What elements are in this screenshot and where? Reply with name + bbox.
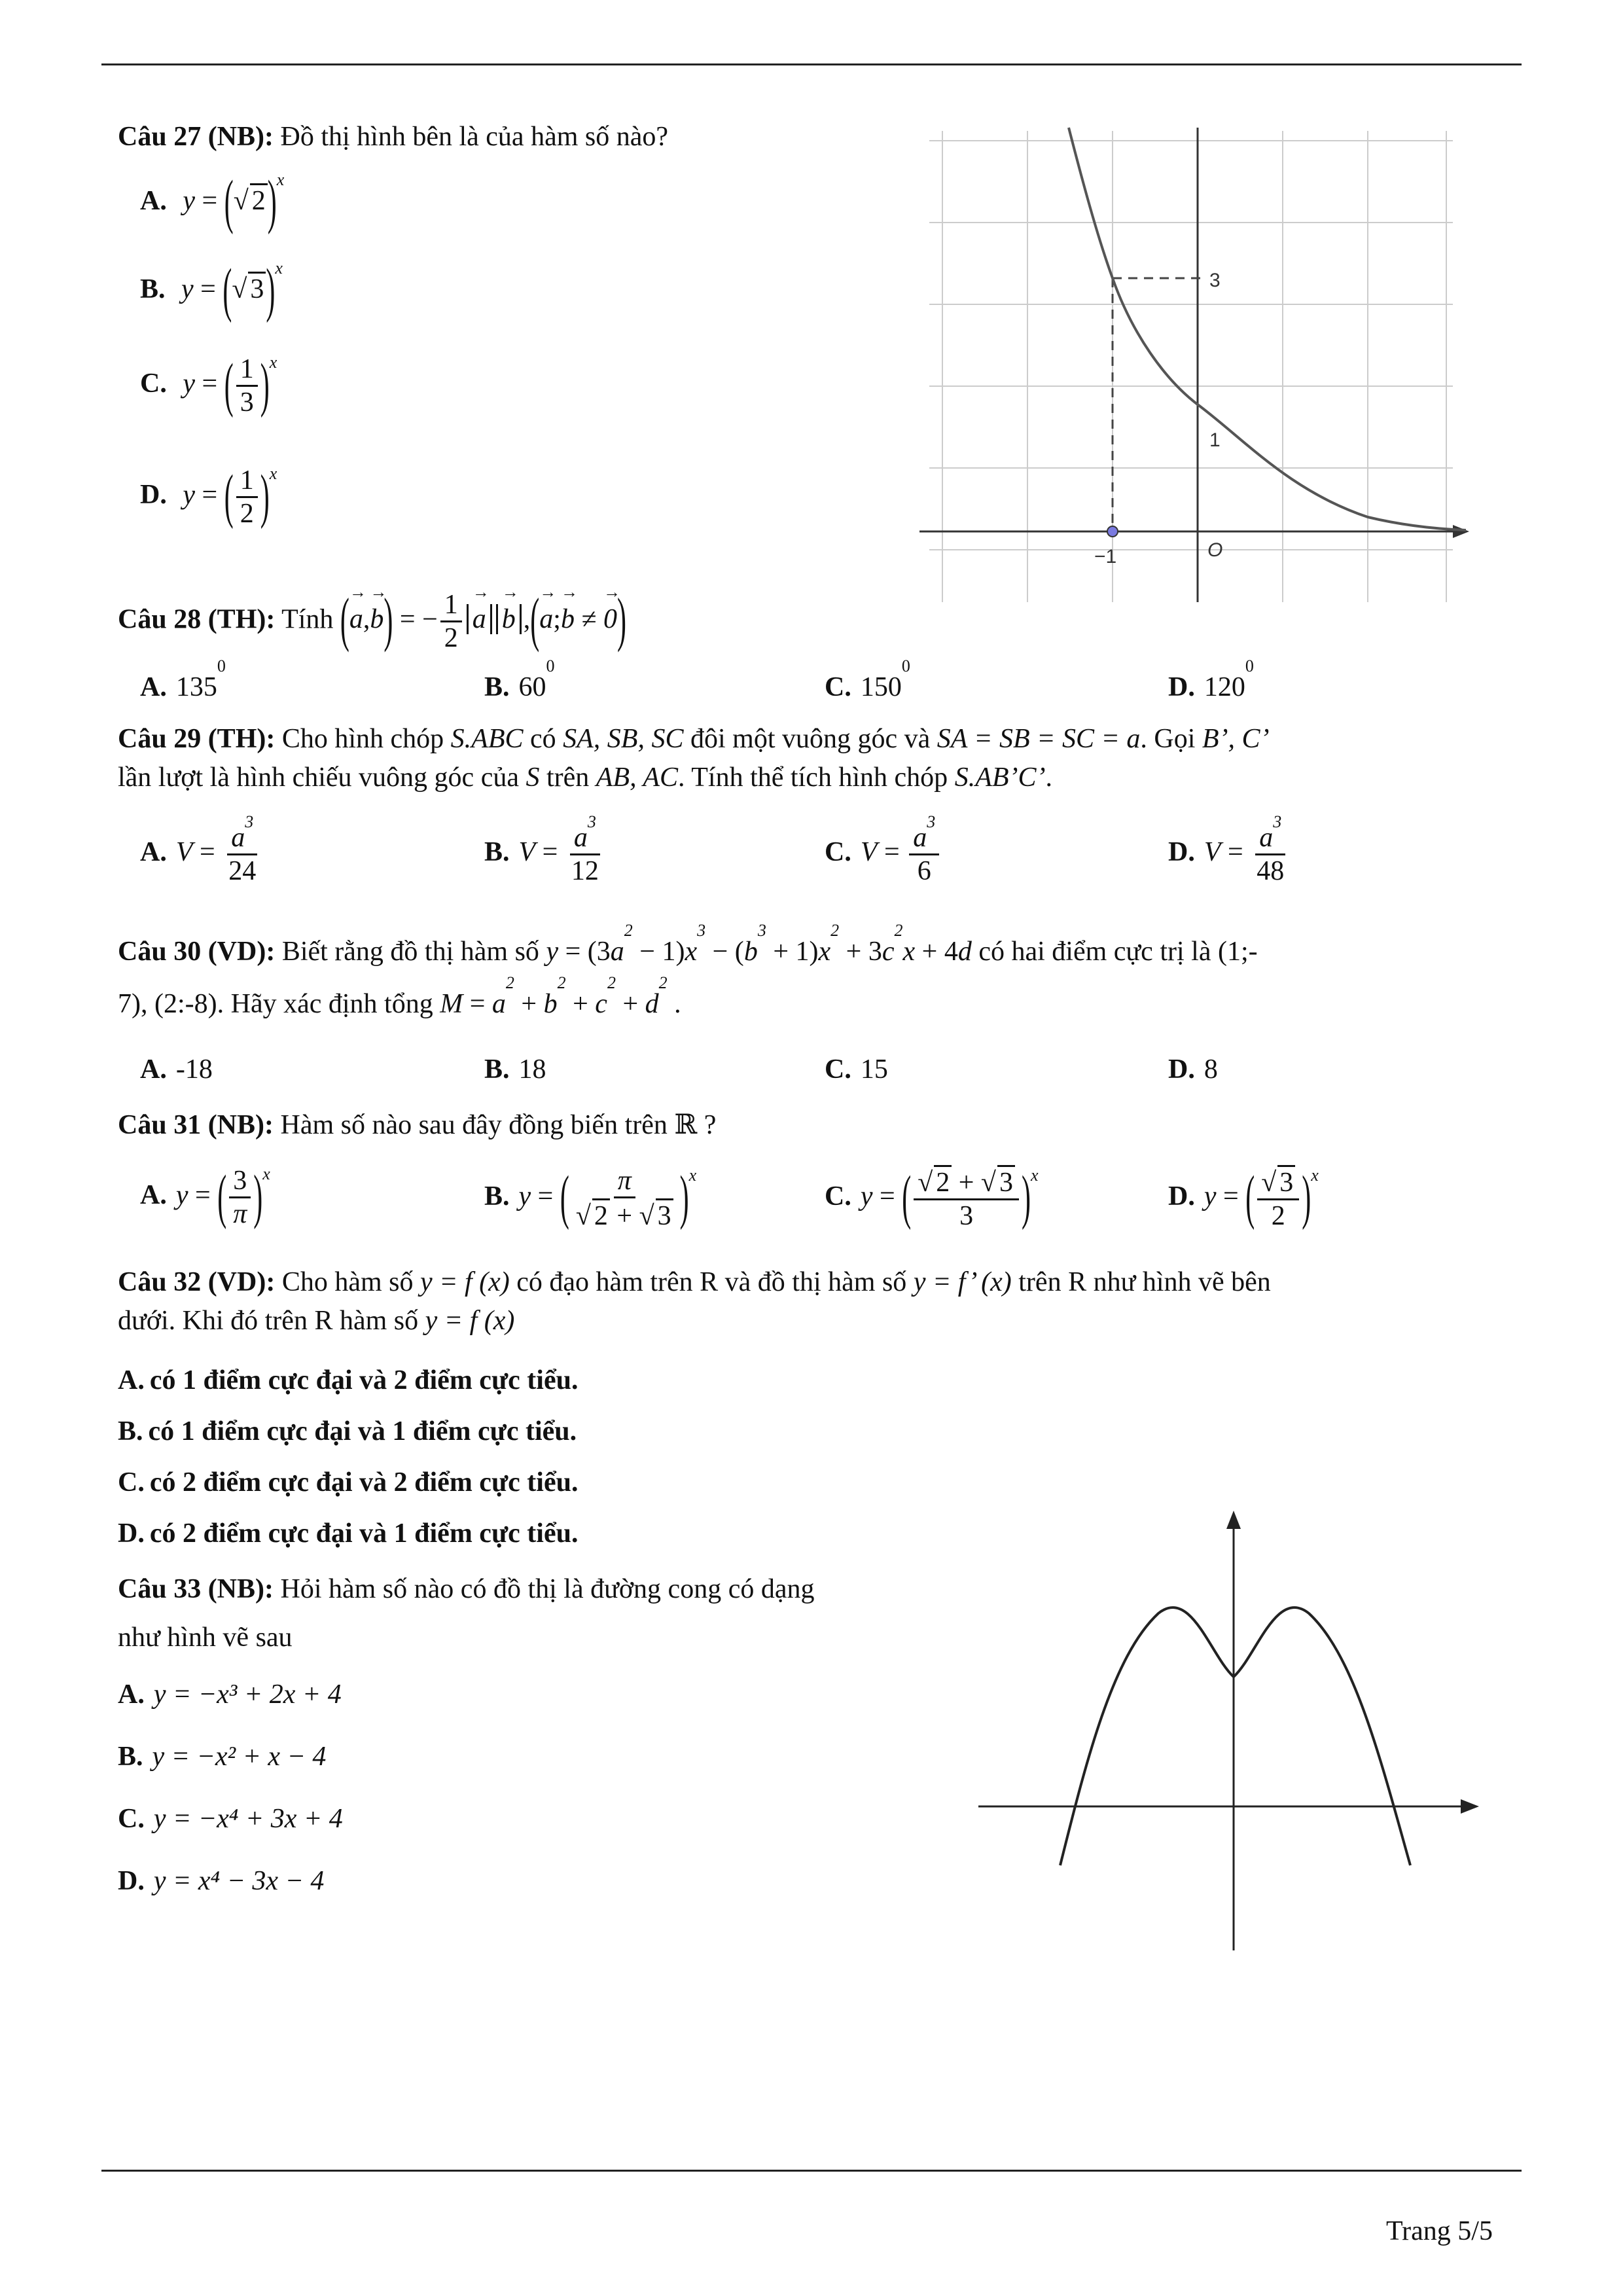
q27-text: Đồ thị hình bên là của hàm số nào? [280,122,669,152]
q30-question: Câu 30 (VD): Biết rằng đồ thị hàm số $y = (3a^2 - 1)x^3 - (b^3 + 1)x^2 + 3c^2x + 4d$ có hai điểm cực trị là (1;- 7), (2:-8). Hãy xác định tổng $M = a^2 + b^2 + c^2 + d^2$ . [118,921,1258,1019]
q29-option-a[interactable]: A. V = $\frac{a^3}{24}$ [140,812,257,887]
top-rule [101,63,1522,65]
q31-option-c[interactable]: C. y = ( $\frac{√ 2 + √ 3}{3}$ )$^x$ [825,1165,1039,1232]
q32-option-d[interactable]: D. có 2 điểm cực đại và 1 điểm cực tiểu. [118,1518,579,1549]
q33-question: Câu 33 (NB): Hỏi hàm số nào có đồ thị là đường cong có dạng như hình vẽ sau [118,1574,815,1653]
q33-option-d[interactable]: D. y = x⁴ − 3x − 4 [118,1866,325,1896]
q28-label: Câu 28 (TH): [118,604,276,635]
q27-option-c[interactable]: C. y = ( $\frac{1}{3}$ )$^x$ [140,353,277,420]
q30-option-c[interactable]: C. 15 [825,1054,888,1085]
q32-option-b[interactable]: B. có 1 điểm cực đại và 1 điểm cực tiểu. [118,1416,577,1446]
q28-text: Tính [281,604,334,635]
q27-option-d[interactable]: D. y = ( $\frac{1}{2}$ )$^x$ [140,464,277,531]
q31-question: Câu 31 (NB): Hàm số nào sau đây đồng biến trên ℝ ? [118,1110,717,1140]
q33-curve [1060,1607,1410,1865]
q33-y-arrow [1226,1511,1241,1529]
q33-option-a[interactable]: A. y = −x³ + 2x + 4 [118,1679,342,1710]
q28-option-b[interactable]: B. $60^0$ [484,656,555,702]
q31-option-b[interactable]: B. y = ( $\frac{\pi}{√ 2 + √ 3}$ )$^x$ [484,1165,697,1232]
q30-option-a[interactable]: A. -18 [140,1054,213,1085]
q27-question [118,118,668,156]
q33-x-arrow [1461,1799,1479,1814]
q29-option-b[interactable]: B. V = $\frac{a^3}{12}$ [484,812,599,887]
q27-x-arrow [1453,525,1469,538]
q27-point [1107,526,1118,537]
q28-question: Câu 28 (TH): Tính (a →,b →) = − $\frac{1}{2}$ a → b → ,(a →;b → ≠ 0 →) [118,589,626,655]
q29-option-d[interactable]: D. V = $\frac{a^3}{48}$ [1168,812,1285,887]
q32-question: Câu 32 (VD): Cho hàm số y = f (x) có đạo hàm trên R và đồ thị hàm số y = f’ (x) trên R như hình vẽ bên dưới. Khi đó trên R hàm số y = f (x) [118,1267,1271,1336]
q27-option-b[interactable]: B. y = (√ 3)$^x$ [140,258,283,325]
q31-option-a[interactable]: A. y = ( $\frac{3}{\pi}$ )$^x$ [140,1164,270,1231]
q29-question: Câu 29 (TH): Cho hình chóp S.ABC có SA, SB, SC đôi một vuông góc và SA = SB = SC = a. Gọi B’, C’ lần lượt là hình chiếu vuông góc của S trên AB, AC. Tính thể tích hình chóp S.AB’C’. [118,724,1270,793]
q27-label-o: O [1207,539,1223,561]
page-number: Trang 5/5 [1386,2216,1493,2246]
q27-label-3: 3 [1209,270,1221,291]
q31-option-d[interactable]: D. y = ( $\frac{√ 3}{2}$ )$^x$ [1168,1165,1319,1232]
q28-option-a[interactable]: A. $135^0$ [140,656,226,702]
q33-graph [975,1499,1499,1957]
q27-graph [916,124,1479,622]
q30-option-b[interactable]: B. 18 [484,1054,546,1085]
q32-option-c[interactable]: C. có 2 điểm cực đại và 2 điểm cực tiểu. [118,1467,579,1498]
q30-option-d[interactable]: D. 8 [1168,1054,1218,1085]
q27-option-a[interactable]: A. y = (√ 2)$^x$ [140,170,285,236]
q27-label: Câu 27 (NB): [118,122,274,152]
q33-option-b[interactable]: B. y = −x² + x − 4 [118,1742,327,1772]
q28-option-d[interactable]: D. $120^0$ [1168,656,1254,702]
q27-curve [1069,128,1466,530]
q32-option-a[interactable]: A. có 1 điểm cực đại và 2 điểm cực tiểu. [118,1365,579,1395]
q27-label-1: 1 [1209,429,1221,451]
q33-option-c[interactable]: C. y = −x⁴ + 3x + 4 [118,1804,343,1834]
q29-option-c[interactable]: C. V = $\frac{a^3}{6}$ [825,821,942,888]
q27-label-m1: −1 [1094,546,1117,567]
bottom-rule [101,2170,1522,2172]
q28-option-c[interactable]: C. $150^0$ [825,656,910,702]
